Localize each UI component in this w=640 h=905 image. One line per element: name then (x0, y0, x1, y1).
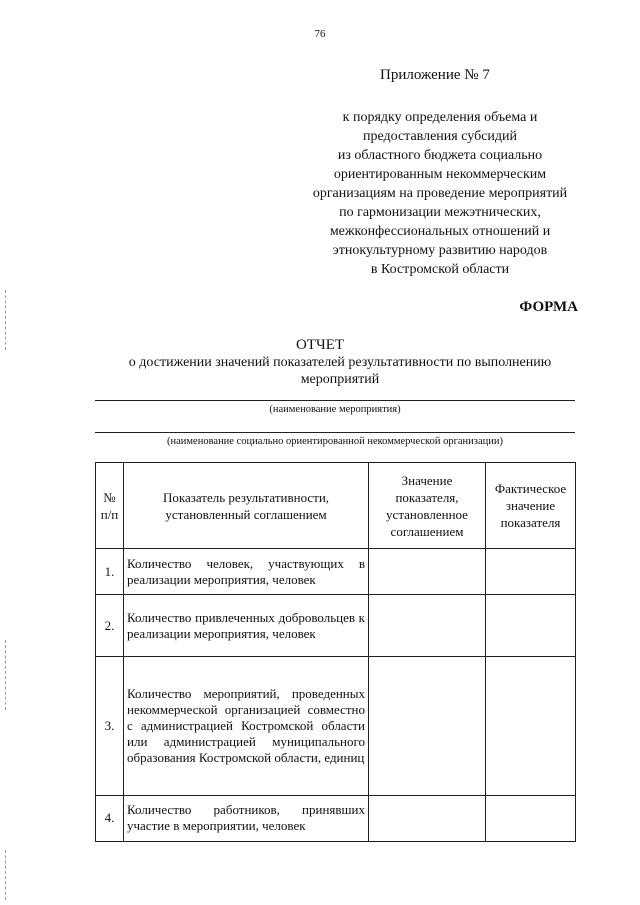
header-actual-value: Фактическое значение показателя (486, 463, 576, 549)
row-actual-value (486, 795, 576, 841)
appendix-title: Приложение № 7 (380, 67, 490, 83)
report-subtitle-line: мероприятий (300, 372, 380, 387)
appendix-reference-line: межконфессиональных отношений и (329, 224, 551, 239)
row-number: 2. (96, 595, 124, 657)
page-number: 76 (314, 28, 326, 40)
appendix-reference-line: предоставления субсидий (362, 129, 518, 144)
row-actual-value (486, 549, 576, 595)
report-subtitle (100, 354, 580, 388)
appendix-reference-line: в Костромской области (370, 262, 510, 277)
appendix-reference (290, 108, 590, 279)
row-actual-value (486, 657, 576, 795)
header-indicator: Показатель результативности, установленный соглашением (124, 463, 369, 549)
appendix-reference-line: ориентированным некоммерческим (333, 167, 547, 182)
table-header-row (96, 463, 576, 549)
table-row (96, 657, 576, 795)
row-actual-value (486, 595, 576, 657)
appendix-reference-line: этнокультурному развитию народов (332, 243, 548, 258)
row-planned-value (369, 657, 486, 795)
scan-margin-mark (5, 850, 6, 900)
row-indicator: Количество мероприятий, проведенных некоммерческой организацией совместно с администрацией Костромской области или администрацией муниципального образования Костромской области, единиц (124, 657, 369, 795)
row-number: 1. (96, 549, 124, 595)
form-label: ФОРМА (519, 299, 578, 315)
organization-name-line (95, 432, 575, 433)
scan-margin-mark (5, 640, 6, 710)
row-planned-value (369, 795, 486, 841)
row-number: 3. (96, 657, 124, 795)
row-indicator: Количество человек, участвующих в реализации мероприятия, человек (124, 549, 369, 595)
appendix-reference-line: из областного бюджета социально (337, 148, 543, 163)
row-planned-value (369, 595, 486, 657)
row-indicator: Количество работников, принявших участие в мероприятии, человек (124, 795, 369, 841)
event-name-line (95, 400, 575, 401)
appendix-reference-line: по гармонизации межэтнических, (339, 205, 541, 220)
event-name-caption: (наименование мероприятия) (269, 404, 401, 415)
appendix-reference-line: к порядку определения объема и (342, 110, 538, 125)
table-row (96, 595, 576, 657)
header-number: № п/п (96, 463, 124, 549)
row-planned-value (369, 549, 486, 595)
header-planned-value: Значение показателя, установленное соглашением (369, 463, 486, 549)
report-subtitle-line: о достижении значений показателей результативности по выполнению (128, 355, 552, 370)
indicators-table (95, 462, 576, 842)
row-indicator: Количество привлеченных добровольцев к реализации мероприятия, человек (124, 595, 369, 657)
appendix-reference-line: организациям на проведение мероприятий (312, 186, 568, 201)
table-row (96, 795, 576, 841)
row-number: 4. (96, 795, 124, 841)
report-title: ОТЧЕТ (295, 337, 345, 353)
table-row (96, 549, 576, 595)
organization-name-caption: (наименование социально ориентированной некоммерческой организации) (167, 436, 503, 447)
